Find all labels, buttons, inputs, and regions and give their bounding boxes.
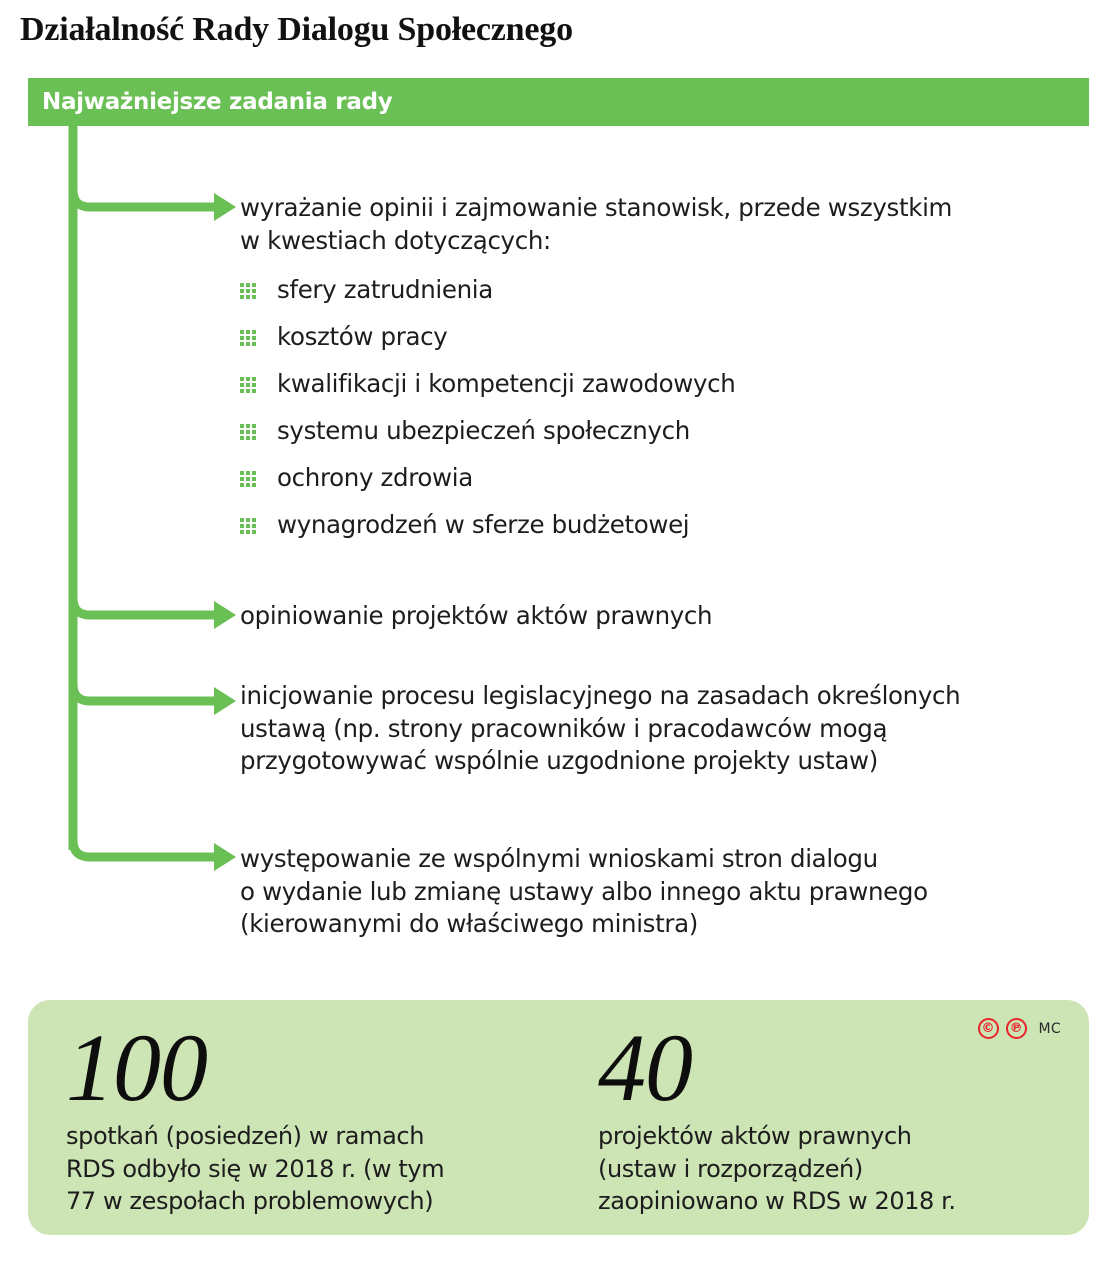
branch-text-line: inicjowanie procesu legislacyjnego na zasadach określonych	[240, 681, 961, 710]
copyright-icon: ©	[978, 1018, 999, 1039]
grid-dots-bullet-icon	[240, 424, 256, 440]
grid-dots-bullet-icon	[240, 283, 256, 299]
grid-dots-bullet-icon	[240, 377, 256, 393]
branch-item-opinie-i-stanowiska	[240, 192, 1070, 257]
subitem-label: systemu ubezpieczeń społecznych	[277, 416, 690, 446]
stat-projekty-aktow	[598, 1014, 1068, 1218]
arrowhead-icon	[214, 601, 236, 629]
grid-dots-bullet-icon	[240, 330, 256, 346]
list-item	[240, 361, 1040, 408]
arrowhead-icon	[214, 843, 236, 871]
list-item	[240, 455, 1040, 502]
arrowhead-icon	[214, 687, 236, 715]
stat-description	[598, 1120, 1068, 1218]
subitem-label: ochrony zdrowia	[277, 463, 473, 493]
branch-text-line: ustawą (np. strony pracowników i pracodawców mogą	[240, 713, 888, 743]
branch-text-line: o wydanie lub zmianę ustawy albo innego aktu prawnego	[240, 876, 928, 906]
author-initials: MC	[1038, 1020, 1061, 1037]
stat-number: 40	[598, 1014, 692, 1121]
list-item	[240, 408, 1040, 455]
phonogram-icon: ℗	[1006, 1018, 1027, 1039]
branch-text-line: występowanie ze wspólnymi wnioskami stron dialogu	[240, 844, 878, 873]
subitem-label: kwalifikacji i kompetencji zawodowych	[277, 369, 736, 399]
stat-number: 100	[66, 1014, 207, 1121]
subitem-list	[240, 267, 1040, 549]
subitem-label: wynagrodzeń w sferze budżetowej	[277, 510, 690, 540]
subitem-label: kosztów pracy	[277, 322, 448, 352]
stat-text-line: projektów aktów prawnych	[598, 1122, 912, 1151]
arrowhead-icon	[214, 193, 236, 221]
stat-text-line: spotkań (posiedzeń) w ramach	[66, 1122, 424, 1151]
branch-text-line: w kwestiach dotyczących:	[240, 225, 551, 255]
branch-text-line: przygotowywać wspólnie uzgodnione projekty ustaw)	[240, 746, 878, 776]
branch-text-line: wyrażanie opinii i zajmowanie stanowisk, przede wszystkim	[240, 193, 953, 222]
subitem-label: sfery zatrudnienia	[277, 275, 493, 305]
grid-dots-bullet-icon	[240, 471, 256, 487]
branch-item-inicjowanie-procesu	[240, 680, 1070, 778]
branch-item-opiniowanie-projektow	[240, 600, 1070, 633]
stat-spotkania	[66, 1014, 566, 1218]
grid-dots-bullet-icon	[240, 518, 256, 534]
stat-text-line: 77 w zespołach problemowych)	[66, 1187, 434, 1216]
stat-text-line: (ustaw i rozporządzeń)	[598, 1154, 863, 1183]
branch-item-wspolne-wnioski	[240, 843, 1070, 941]
stat-text-line: zaopiniowano w RDS w 2018 r.	[598, 1187, 956, 1216]
list-item	[240, 314, 1040, 361]
section-header-label: Najważniejsze zadania rady	[42, 89, 393, 115]
section-header-bar	[28, 78, 1089, 126]
stat-text-line: RDS odbyło się w 2018 r. (w tym	[66, 1154, 445, 1183]
stats-panel	[28, 1000, 1089, 1235]
page-title: Działalność Rady Dialogu Społecznego	[20, 11, 573, 48]
list-item	[240, 502, 1040, 549]
list-item	[240, 267, 1040, 314]
stat-description	[66, 1120, 566, 1218]
branch-text-line: (kierowanymi do właściwego ministra)	[240, 909, 698, 939]
branch-text-line: opiniowanie projektów aktów prawnych	[240, 601, 713, 630]
